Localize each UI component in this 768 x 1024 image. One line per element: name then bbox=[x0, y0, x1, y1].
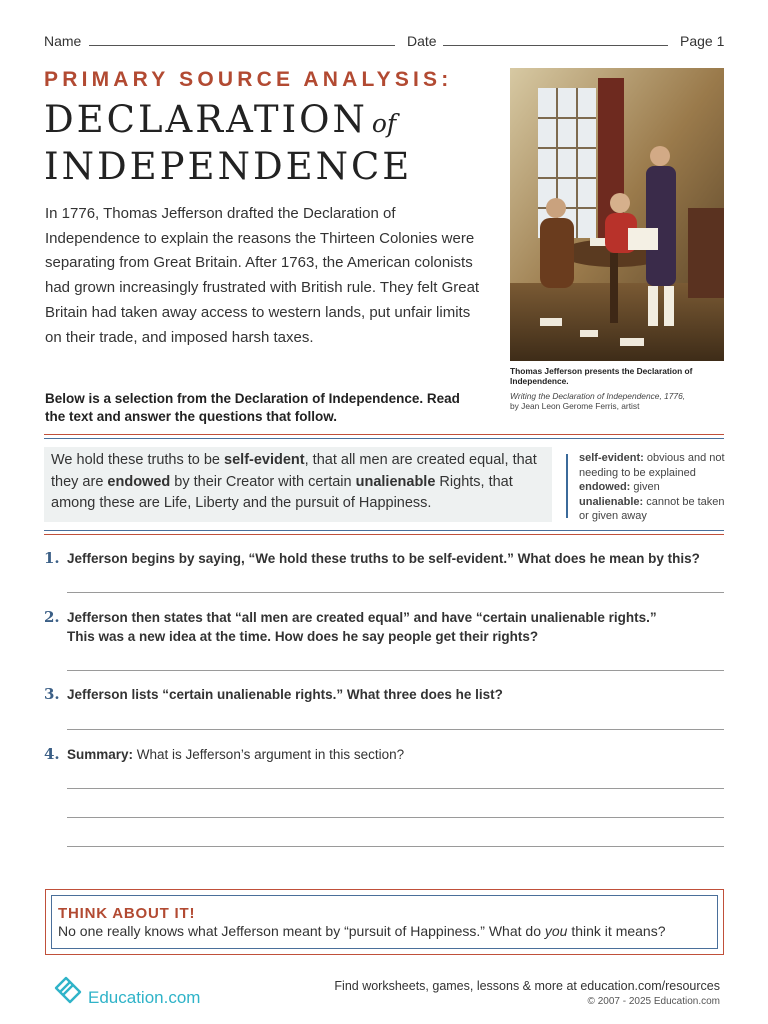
answer-line-4a[interactable] bbox=[67, 788, 724, 789]
page-title-line1 bbox=[44, 98, 396, 141]
education-logo-text[interactable]: Education.com bbox=[88, 988, 201, 1007]
think-text-part: think it means? bbox=[567, 923, 666, 939]
painting-caption-artist: by Jean Leon Gerome Ferris, artist bbox=[510, 401, 640, 411]
name-label: Name bbox=[44, 33, 82, 49]
question-1-number: 1. bbox=[44, 549, 60, 567]
vocab-item bbox=[579, 451, 729, 480]
page-title-line2: INDEPENDENCE bbox=[44, 145, 413, 188]
title-of: of bbox=[371, 109, 397, 138]
quote-part: Rights, that among these are Life, Liberty and the pursuit of Happiness. bbox=[51, 473, 513, 511]
think-about-it-inner bbox=[51, 895, 718, 949]
question-2-text bbox=[67, 608, 724, 646]
quote-term-unalienable: unalienable bbox=[355, 473, 436, 490]
divider-blue-top bbox=[44, 438, 724, 439]
vocab-divider bbox=[566, 454, 568, 518]
question-4-text bbox=[67, 745, 724, 764]
title-declaration: DECLARATION bbox=[44, 98, 368, 141]
vocab-definition: obvious and not needing to be explained bbox=[579, 452, 725, 479]
quote-part: We hold these truths to be bbox=[51, 452, 225, 468]
instructions: Below is a selection from the Declaration of Independence. Read the text and answer the questions that follow. bbox=[45, 391, 460, 424]
question-3-text: Jefferson lists “certain unalienable rights.” What three does he list? bbox=[67, 687, 503, 702]
vocabulary-list bbox=[579, 451, 729, 524]
vocab-term: unalienable: bbox=[579, 495, 644, 508]
quote-part: , that all men are created equal, that they are bbox=[51, 452, 537, 490]
question-2-line-a: Jefferson then states that “all men are created equal” and have “certain unalienable rights.” bbox=[67, 610, 657, 625]
painting-caption-credit bbox=[510, 391, 724, 411]
think-about-it-text bbox=[58, 923, 666, 939]
title-eyebrow: PRIMARY SOURCE ANALYSIS: bbox=[44, 68, 453, 91]
footer-copyright: © 2007 - 2025 Education.com bbox=[587, 996, 720, 1007]
question-4-number: 4. bbox=[44, 745, 60, 763]
vocab-item bbox=[579, 480, 729, 495]
quote-term-endowed: endowed bbox=[107, 473, 171, 490]
painting-caption-title: Thomas Jefferson presents the Declaration of Independence. bbox=[510, 366, 693, 386]
page-number: Page 1 bbox=[680, 33, 725, 49]
question-2-line-b: This was a new idea at the time. How does he say people get their rights? bbox=[67, 629, 539, 644]
divider-red-bottom bbox=[44, 534, 724, 535]
quote-part: by their Creator with certain bbox=[170, 473, 356, 490]
intro-paragraph: In 1776, Thomas Jefferson drafted the Declaration of Independence to explain the reasons the Thirteen Colonies were separating from Great Britain. After 1763, the American colonists had grown increasingly frustrated with British rule. They felt Great Britain had taken away access to western lands, put unfair limits on their trade, and imposed harsh taxes. bbox=[45, 205, 480, 346]
vocab-definition: given bbox=[633, 481, 660, 493]
question-1-text: Jefferson begins by saying, “We hold these truths to be self-evident.” What does he mean by this? bbox=[67, 551, 700, 566]
divider-red-top bbox=[44, 434, 724, 435]
vocab-term: self-evident: bbox=[579, 452, 644, 464]
think-about-it-title: THINK ABOUT IT! bbox=[58, 905, 196, 922]
vocab-definition: cannot be taken or given away bbox=[579, 495, 725, 522]
question-4-label: Summary: bbox=[67, 747, 134, 762]
painting-illustration bbox=[510, 68, 724, 361]
think-text-part: No one really knows what Jefferson meant by “pursuit of Happiness.” What do bbox=[58, 923, 545, 939]
declaration-quote bbox=[51, 450, 547, 515]
education-logo-icon bbox=[52, 974, 84, 1006]
answer-line-1[interactable] bbox=[67, 592, 724, 593]
quote-term-self-evident: self-evident bbox=[224, 452, 305, 468]
vocab-item bbox=[579, 495, 729, 524]
footer-resources: Find worksheets, games, lessons & more at education.com/resources bbox=[334, 979, 720, 993]
date-label: Date bbox=[407, 33, 437, 49]
answer-line-4c[interactable] bbox=[67, 846, 724, 847]
painting-image bbox=[510, 68, 724, 361]
answer-line-3[interactable] bbox=[67, 729, 724, 730]
question-4-body: What is Jefferson’s argument in this section? bbox=[133, 747, 405, 762]
question-3-number: 3. bbox=[44, 685, 60, 703]
divider-blue-bottom bbox=[44, 530, 724, 531]
think-text-emphasis: you bbox=[544, 923, 568, 939]
question-2-number: 2. bbox=[44, 608, 60, 626]
date-field[interactable] bbox=[443, 45, 668, 46]
name-field[interactable] bbox=[89, 45, 395, 46]
vocab-term: endowed: bbox=[579, 481, 631, 493]
painting-caption-work: Writing the Declaration of Independence, 1776, bbox=[510, 391, 686, 401]
answer-line-2[interactable] bbox=[67, 670, 724, 671]
answer-line-4b[interactable] bbox=[67, 817, 724, 818]
